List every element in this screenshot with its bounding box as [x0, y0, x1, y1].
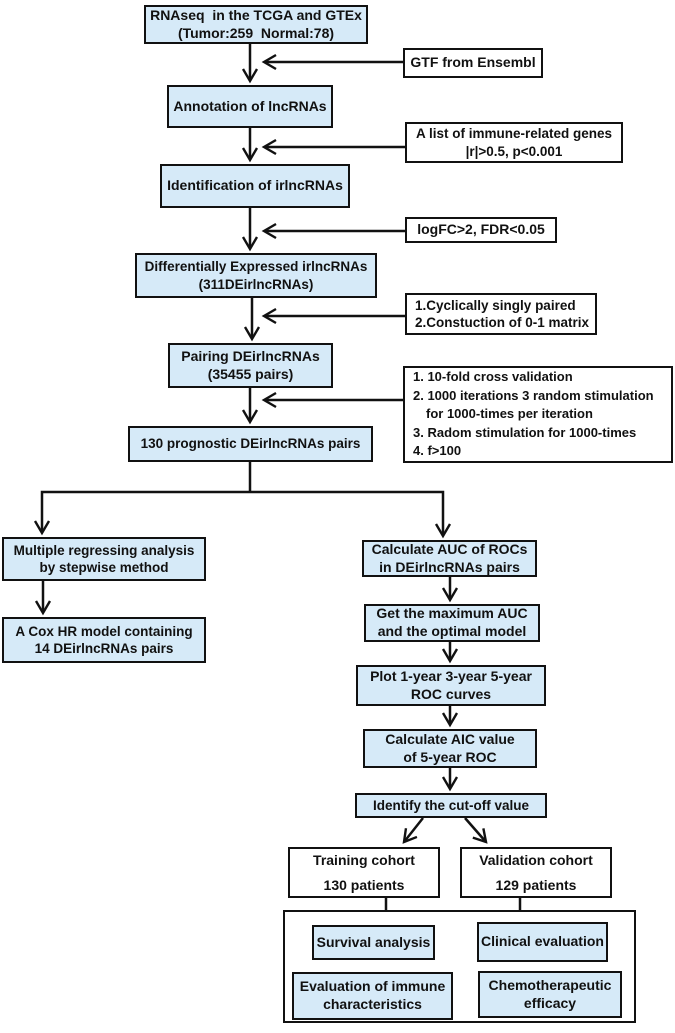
node-training-cohort: [288, 847, 440, 898]
node-gtf-ensembl: [403, 48, 543, 78]
node-text: Annotation of lncRNAs: [173, 97, 327, 114]
node-pairing-rules: [405, 293, 597, 335]
node-text: Plot 1-year 3-year 5-year: [370, 667, 532, 684]
node-max-auc: [364, 604, 540, 642]
node-text: Training cohort: [313, 852, 415, 868]
node-text: A list of immune-related genes: [415, 126, 613, 142]
node-chemotherapeutic-efficacy: [478, 971, 622, 1018]
node-text: Chemotherapeutic: [488, 976, 612, 993]
node-text: 1.Cyclically singly paired: [415, 297, 576, 313]
node-text: 130 patients: [323, 876, 405, 893]
node-clinical-evaluation: [477, 922, 608, 962]
node-immune-gene-list: [405, 122, 623, 163]
node-text: Pairing DEirlncRNAs: [181, 347, 320, 364]
node-text: (311DEirlncRNAs): [198, 276, 314, 292]
node-text: A Cox HR model containing: [15, 623, 193, 639]
node-text: 2. 1000 iterations 3 random stimulation: [413, 387, 654, 403]
branch-split-connector: [42, 492, 443, 536]
node-text: Identification of irlncRNAs: [167, 177, 343, 194]
arrow-cutoff-to-validation: [465, 818, 486, 842]
node-logfc-filter: [405, 217, 557, 243]
node-immune-characteristics: [292, 972, 453, 1020]
node-text: characteristics: [323, 996, 422, 1012]
node-text: (Tumor:259 Normal:78): [177, 24, 335, 41]
node-text: |r|>0.5, p<0.001: [465, 143, 563, 159]
node-text: 2.Constuction of 0-1 matrix: [415, 315, 590, 330]
node-text: Calculate AUC of ROCs: [371, 540, 528, 557]
arrow-cutoff-to-training: [404, 818, 423, 842]
node-text: Differentially Expressed irlncRNAs: [144, 259, 368, 275]
node-text: in DEirlncRNAs pairs: [379, 558, 520, 575]
node-multiple-regression: [2, 537, 206, 581]
node-rnaseq-tcga-gtex: [144, 5, 368, 44]
node-text: 129 patients: [495, 876, 577, 893]
node-annotation-lncrnas: [167, 85, 333, 128]
node-text: RNAseq in the TCGA and GTEx: [150, 6, 362, 23]
node-text: 3. Radom stimulation for 1000-times: [413, 424, 637, 440]
node-text: 14 DEirlncRNAs pairs: [34, 641, 174, 656]
node-prognostic-pairs: [128, 426, 373, 462]
node-text: Identify the cut-off value: [372, 797, 529, 813]
node-text: Evaluation of immune: [299, 978, 446, 995]
node-text: 130 prognostic DEirlncRNAs pairs: [140, 436, 361, 452]
node-text: logFC>2, FDR<0.05: [417, 221, 545, 238]
node-text: Get the maximum AUC: [376, 605, 528, 622]
node-text: ROC curves: [410, 685, 492, 702]
node-text: 4. f>100: [413, 443, 462, 459]
node-text: Survival analysis: [316, 933, 431, 950]
node-de-irlncrnas: [135, 253, 377, 298]
node-survival-analysis: [312, 925, 435, 960]
node-text: and the optimal model: [377, 623, 527, 639]
node-text: Validation cohort: [479, 852, 593, 868]
node-identification-irlncrnas: [160, 164, 350, 208]
node-text: (35455 pairs): [207, 365, 294, 382]
node-cox-model: [2, 617, 206, 663]
node-text: of 5-year ROC: [403, 748, 497, 765]
node-validation-cohort: [460, 847, 612, 898]
node-plot-roc-curves: [356, 665, 546, 706]
node-pairing-deirlncrnas: [168, 343, 333, 388]
node-cutoff-value: [355, 793, 547, 818]
node-calculate-auc: [362, 540, 537, 577]
node-text: by stepwise method: [39, 560, 169, 575]
node-text: Multiple regressing analysis: [13, 542, 195, 558]
node-calculate-aic: [363, 729, 537, 768]
node-text: Clinical evaluation: [481, 933, 604, 950]
node-text: efficacy: [523, 994, 577, 1011]
node-text: GTF from Ensembl: [410, 54, 536, 71]
node-model-validation-rules: [403, 366, 673, 463]
node-text: for 1000-times per iteration: [426, 406, 593, 422]
node-text: 1. 10-fold cross validation: [413, 369, 573, 385]
node-text: Calculate AIC value: [385, 730, 515, 747]
